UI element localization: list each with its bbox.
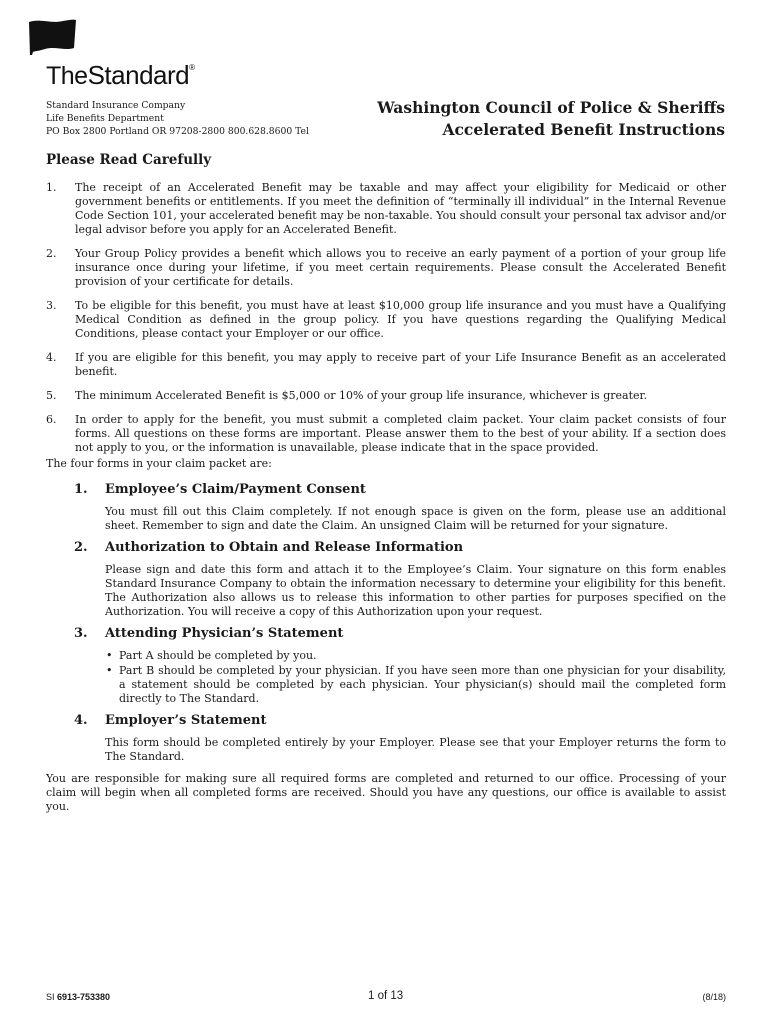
- standard-flag-logo-icon: [27, 18, 77, 56]
- form-section-employer: [74, 714, 726, 764]
- company-address: PO Box 2800 Portland OR 97208-2800 800.628.8600 Tel: [46, 126, 309, 137]
- bullet-icon: •: [106, 664, 113, 677]
- page-number: 1 of 13: [368, 990, 404, 1002]
- form-description: Please sign and date this form and attach it to the Employee’s Claim. Your signature on this form enables Standard Insurance Company to obtain the information necessary to determine your eligibility for this benefit. The Authorization also allows us to release this information to other parties for purposes specified on the Authorization. You will receive a copy of this Authorization upon your request.: [105, 563, 726, 618]
- list-item: 5. The minimum Accelerated Benefit is $5,000 or 10% of your group life insurance, whichever is greater.: [46, 389, 648, 402]
- document-title: [377, 97, 725, 141]
- list-item: 3. To be eligible for this benefit, you must have at least $10,000 group life insurance and you must have a Qualifying Medical Condition as defined in the group policy. If you have questions regarding the Qualifying Medical Conditions, please contact your Employer or our office.: [46, 299, 726, 340]
- form-section-physician: [74, 627, 726, 706]
- form-section-authorization: [74, 541, 726, 619]
- form-heading: 3. Attending Physician’s Statement: [74, 626, 344, 641]
- title-line-2: Accelerated Benefit Instructions: [442, 120, 725, 139]
- closing-paragraph: You are responsible for making sure all required forms are completed and returned to our office. Processing of your claim will begin when all completed forms are received. Should you have any questions, our office is available to assist you.: [46, 772, 726, 813]
- list-item: 4. If you are eligible for this benefit, you may apply to receive part of your Life Insurance Benefit as an accelerated benefit.: [46, 351, 726, 378]
- list-item: 6. In order to apply for the benefit, you must submit a completed claim packet. Your claim packet consists of four forms. All questions on these forms are important. Please answer them to the best of your ability. If a section does not apply to you, or the information is unavailable, please indicate that in the space provided.: [46, 413, 726, 454]
- form-section-claim: [74, 483, 726, 533]
- department-name: Life Benefits Department: [46, 113, 164, 124]
- list-item: 1. The receipt of an Accelerated Benefit may be taxable and may affect your eligibility for Medicaid or other government benefits or entitlements. If you meet the definition of “terminally ill individual” in the Internal Revenue Code Section 101, your accelerated benefit may be non-taxable. You should consult your personal tax advisor and/or legal advisor before you apply for an Accelerated Benefit.: [46, 181, 727, 236]
- forms-intro: The four forms in your claim packet are:: [46, 457, 272, 470]
- form-heading: 2. Authorization to Obtain and Release Information: [74, 540, 464, 555]
- bullet-item: • Part A should be completed by you.: [106, 649, 317, 662]
- section-heading: Please Read Carefully: [46, 152, 212, 168]
- company-name: Standard Insurance Company: [46, 100, 186, 111]
- bullet-item: • Part B should be completed by your physician. If you have seen more than one physician for your disability, a statement should be completed by each physician. Your physician(s) should mail the completed form directly to The Standard.: [106, 664, 726, 705]
- the-standard-logo: [46, 60, 195, 91]
- logo-standard: Standard: [87, 60, 190, 90]
- revision-date: (8/18): [702, 992, 726, 1002]
- physician-bullets: [74, 649, 726, 706]
- form-number: SI 6913-753380: [46, 992, 111, 1002]
- instructions-list: [46, 181, 726, 455]
- form-description: This form should be completed entirely by your Employer. Please see that your Employer returns the form to The Standard.: [105, 736, 726, 763]
- form-heading: 1. Employee’s Claim/Payment Consent: [74, 482, 366, 497]
- bullet-icon: •: [106, 649, 113, 662]
- form-heading: 4. Employer’s Statement: [74, 713, 267, 728]
- company-address-block: [46, 99, 309, 138]
- main-content: [46, 153, 726, 814]
- logo-the: The: [46, 62, 88, 90]
- form-description: You must fill out this Claim completely. If not enough space is given on the form, please use an additional sheet. Remember to sign and date the Claim. An unsigned Claim will be returned for your signature.: [105, 505, 726, 532]
- registered-mark: ®: [189, 63, 195, 72]
- list-item: 2. Your Group Policy provides a benefit which allows you to receive an early payment of a portion of your group life insurance once during your lifetime, if you meet certain requirements. Please consult the Accelerated Benefit provision of your certificate for details.: [46, 247, 726, 288]
- title-line-1: Washington Council of Police & Sheriffs: [377, 98, 725, 117]
